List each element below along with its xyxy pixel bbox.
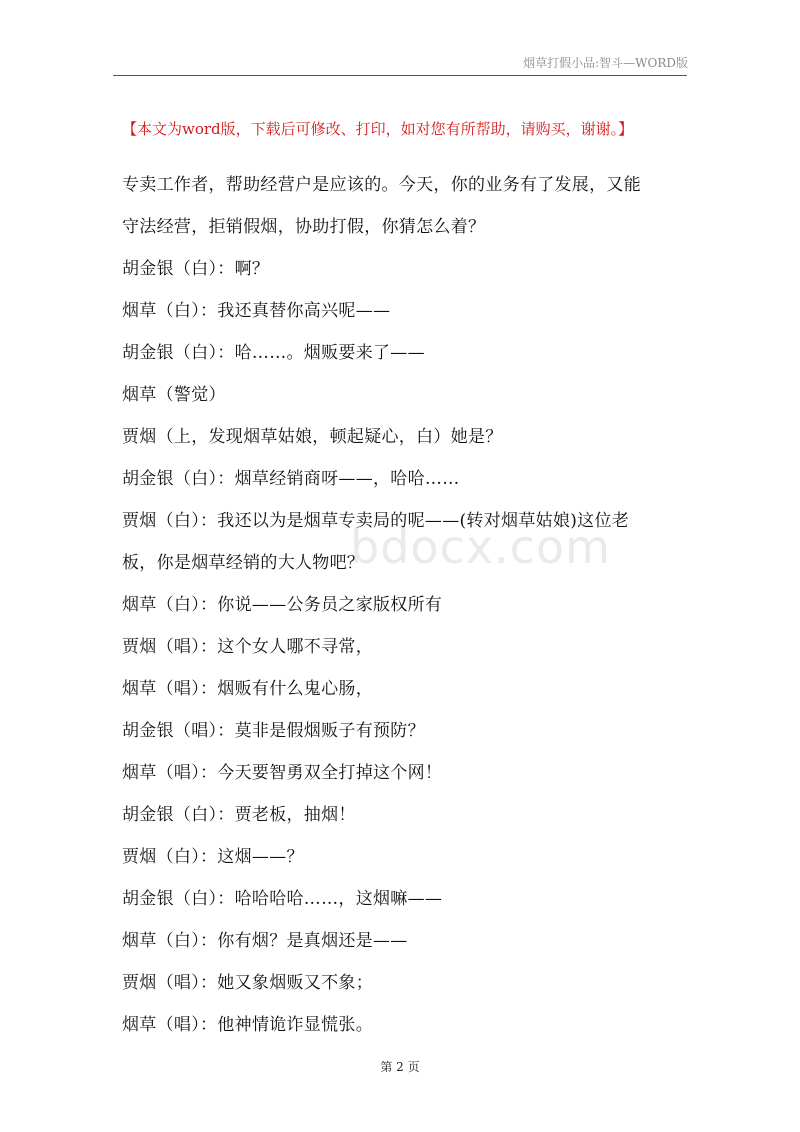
script-line: 烟草（警觉）	[122, 385, 226, 405]
script-line: 贾烟（白）：我还以为是烟草专卖局的呢——(转对烟草姑娘)这位老	[122, 511, 630, 531]
script-line: 贾烟（唱）：她又象烟贩又不象；	[122, 973, 373, 993]
script-line: 板，你是烟草经销的大人物吧？	[122, 553, 365, 573]
script-line: 胡金银（白）：贾老板，抽烟！	[122, 805, 356, 825]
script-body	[122, 164, 682, 1046]
page-number: 第 2 页	[380, 1060, 420, 1074]
script-line: 贾烟（唱）：这个女人哪不寻常，	[122, 637, 373, 657]
script-line: 胡金银（白）：哈……。烟贩要来了——	[122, 343, 425, 363]
script-line: 胡金银（白）：烟草经销商呀——，哈哈……	[122, 469, 460, 489]
script-line: 烟草（唱）：烟贩有什么鬼心肠，	[122, 679, 373, 699]
watermark: bdocx.com	[350, 520, 611, 574]
script-line: 烟草（白）：你有烟？是真烟还是——	[122, 931, 408, 951]
script-line: 胡金银（唱）：莫非是假烟贩子有预防？	[122, 721, 425, 741]
script-line: 贾烟（上，发现烟草姑娘，顿起疑心，白）她是？	[122, 427, 503, 447]
script-line: 胡金银（白）：啊？	[122, 259, 270, 279]
script-line: 胡金银（白）：哈哈哈哈……，这烟嘛——	[122, 889, 443, 909]
download-notice: 【本文为word版，下载后可修改、打印，如对您有所帮助，请购买，谢谢。】	[122, 120, 634, 138]
script-line: 烟草（唱）：他神情诡诈显慌张。	[122, 1015, 373, 1035]
script-line: 烟草（白）：我还真替你高兴呢——	[122, 301, 391, 321]
header-divider	[113, 75, 687, 76]
script-line: 专卖工作者，帮助经营户是应该的。今天，你的业务有了发展，又能	[122, 175, 641, 195]
script-line: 烟草（唱）：今天要智勇双全打掉这个网！	[122, 763, 443, 783]
script-line: 贾烟（白）：这烟——？	[122, 847, 304, 867]
running-header: 烟草打假小品:智斗—WORD版	[523, 56, 688, 70]
script-line: 守法经营，拒销假烟，协助打假，你猜怎么着？	[122, 217, 486, 237]
script-line: 烟草（白）：你说——公务员之家版权所有	[122, 595, 443, 615]
